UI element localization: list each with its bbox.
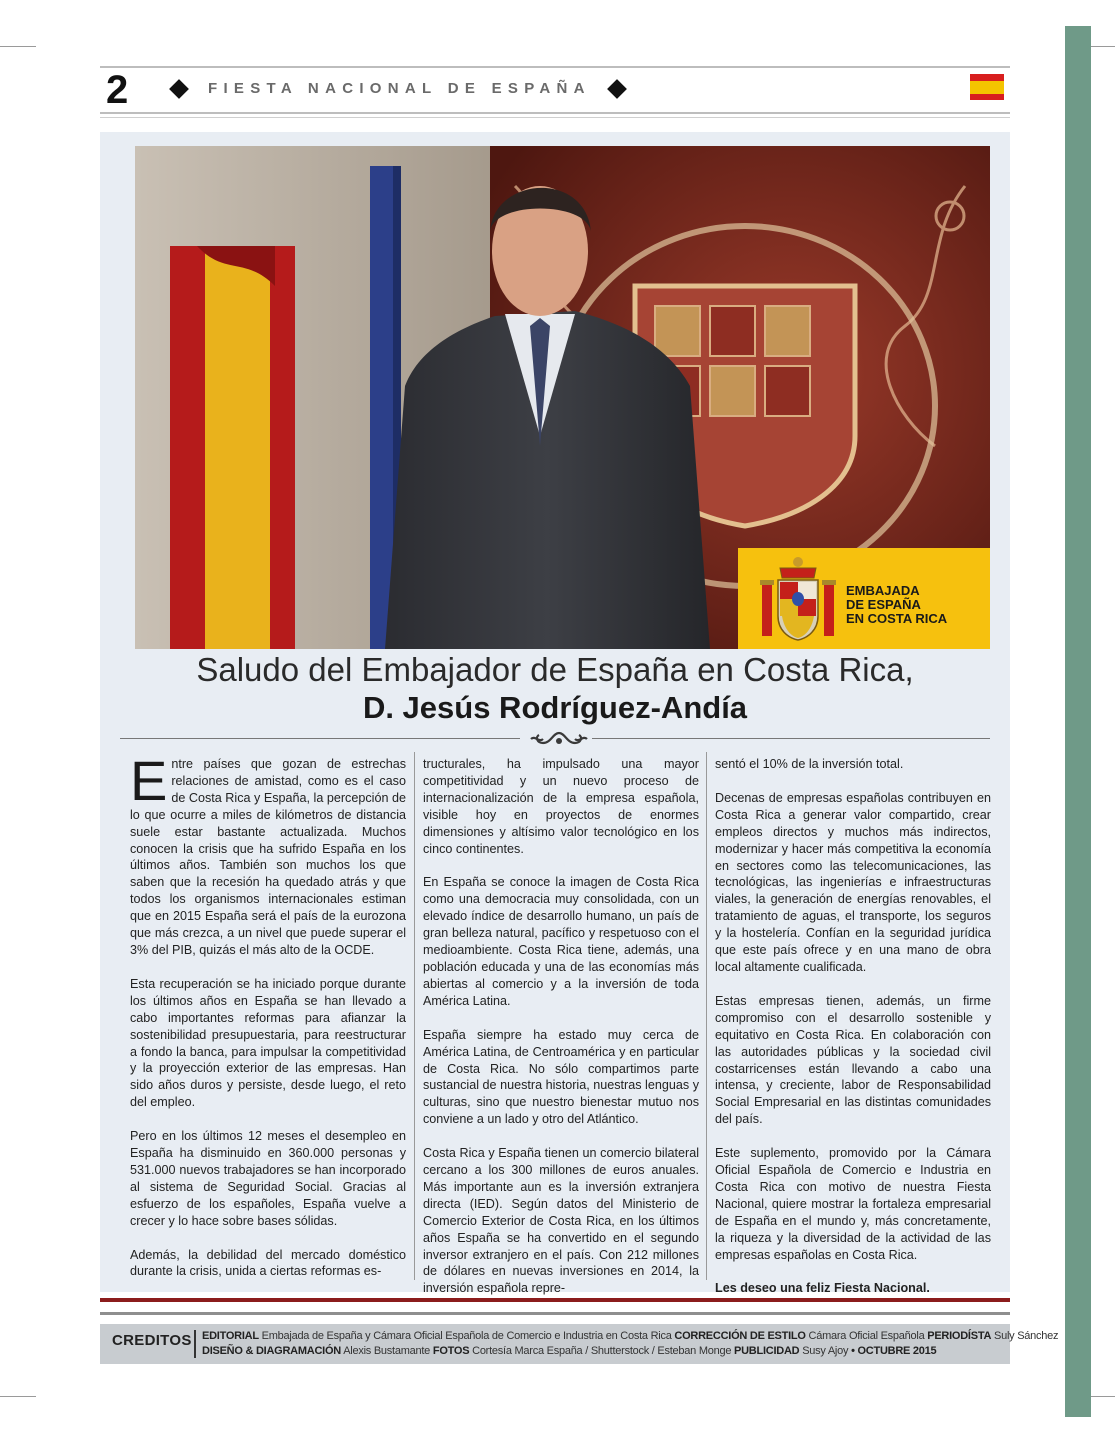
credits-line-1 (202, 1329, 1059, 1344)
embassy-badge (738, 548, 990, 649)
article-column-1 (130, 749, 406, 1280)
spain-coat-of-arms-icon (758, 554, 838, 644)
page-number: 2 (106, 68, 129, 112)
credits-editorial-value: Embajada de España y Cámara Oficial Española de Comercio e Industria en Costa Rica (261, 1330, 672, 1342)
spain-flag-icon (970, 74, 1004, 100)
drop-cap: E (130, 749, 168, 812)
paragraph: España siempre ha estado muy cerca de América Latina, de Centroamérica y en particular de Costa Rica. No sólo compartimos parte sustancial de nuestra historia, nuestras lenguas y culturas, sino que nuestro bienestar mutuo nos conviene a un lado y otro del Atlántico. (423, 1027, 699, 1127)
paragraph: Esta recuperación se ha iniciado porque durante los últimos años en España se han llevado a cabo importantes reformas para afianzar la sostenibilidad presupuestaria, para reestructurar a fondo la banca, para impulsar la competitividad y la proyección exterior de las empresas. Han sido años duros y persiste, desde luego, el reto del empleo. (130, 976, 406, 1110)
footer-rule (100, 1298, 1010, 1302)
credits-fotos-value: Cortesía Marca España / Shutterstock / Esteban Monge (472, 1345, 732, 1357)
credits-text (202, 1329, 1059, 1359)
article-column-3 (715, 756, 991, 1297)
paragraph: Estas empresas tienen, además, un firme compromiso con el desarrollo sostenible y equitativo en Costa Rica. En colaboración con las autoridades públicas y la sociedad civil costarricenses están llevando a cabo una intensa, y creciente, labor de Responsabilidad Social Empresarial en las distintas comunidades del país. (715, 993, 991, 1127)
credits-diseno-value: Alexis Bustamante (343, 1345, 431, 1357)
credits-label: CREDITOS (112, 1332, 192, 1349)
credits-line-2 (202, 1344, 1010, 1359)
paragraph: Pero en los últimos 12 meses el desempleo en España ha disminuido en 360.000 personas y 531.000 nuevos trabajadores se han incorporado al sistema de Seguridad Social. Gracias al esfuerzo de los españoles, España vuelve a crecer y lo hace sobre bases sólidas. (130, 1129, 406, 1228)
credits-periodista-label: PERIODÍSTA (927, 1330, 992, 1342)
paragraph (130, 749, 406, 959)
paragraph-text: ntre países que gozan de estrechas relaciones de amistad, como es el caso de Costa Rica y España, la percepción de lo que ocurre a miles de kilómetros de distancia suele estar bastante actualizada. Muchos conocen la crisis que ha sufrido España en los últimos años. También son muchos los que saben que la recesión ha quedado atrás y que todos los organismos internacionales estiman que en 2015 España será el país de la eurozona que más crezca, a un nivel que puede superar el 3% del PIB, quizás el más alto de la OCDE. (130, 757, 406, 957)
column-rule (706, 752, 707, 1280)
credits-correccion-value: Cámara Oficial Española (808, 1330, 925, 1342)
paragraph: tructurales, ha impulsado una mayor competitividad y un nuevo proceso de internacionalización de la empresa española, visible hoy en proyectos de enormes dimensiones y altísimo valor tecnológico en los cinco continentes. (423, 757, 699, 856)
headline: Saludo del Embajador de España en Costa Rica, (196, 651, 914, 688)
credits-date: • OCTUBRE 2015 (851, 1345, 937, 1357)
diamond-icon (169, 79, 189, 99)
paragraph: sentó el 10% de la inversión total. (715, 757, 904, 771)
closing-line: Les deseo una feliz Fiesta Nacional. (715, 1281, 930, 1296)
paragraph: En España se conoce la imagen de Costa Rica como una democracia muy consolidada, con un elevado índice de desarrollo humano, un país de gran belleza natural, pacífico y respetuoso con el medioambiente. Costa Rica tiene, además, una población educada y una de las economías más abiertas al comercio y a la inversión de toda América Latina. (423, 875, 699, 1008)
paragraph: Además, la debilidad del mercado doméstico durante la crisis, unida a ciertas reformas es- (130, 1247, 406, 1279)
credits-editorial-label: EDITORIAL (202, 1330, 259, 1342)
column-rule (414, 752, 415, 1280)
crop-mark (0, 1396, 36, 1397)
paragraph: Costa Rica y España tienen un comercio bilateral cercano a los 300 millones de euros anuales. Más importante aun es la inversión extranjera directa (IED). Según datos del Ministerio de Comercio Exterior de Costa Rica, en los últimos años España se ha convertido en el segundo inversor extranjero en el país. Con 212 millones de dólares en nuevas inversiones en 2014, la inversión española repre- (423, 1146, 699, 1296)
credits-separator (194, 1330, 196, 1358)
header-rule (100, 117, 1010, 118)
credits-correccion-label: CORRECCIÓN DE ESTILO (674, 1330, 806, 1342)
header-rule (100, 112, 1010, 114)
crop-mark (0, 46, 36, 47)
embassy-badge-line3: EN COSTA RICA (846, 611, 948, 626)
article-column-2 (423, 756, 699, 1297)
ornamental-divider-rule (120, 738, 520, 739)
header-rule (100, 66, 1010, 68)
footer-rule (100, 1312, 1010, 1315)
paragraph: Este suplemento, promovido por la Cámara Oficial Española de Comercio e Industria en Costa Rica con motivo de nuestra Fiesta Nacional, quiere mostrar la fortaleza empresarial de España en el mundo y, más concretamente, la riqueza y la diversidad de la actividad de las empresas españolas en Costa Rica. (715, 1146, 991, 1262)
embassy-badge-line1: EMBAJADA (846, 583, 920, 598)
paragraph: Decenas de empresas españolas contribuyen en Costa Rica a generar valor compartido, crear empleos directos y muchos más indirectos, modernizar y hacer más competitiva la economía en sectores como las telecomunicaciones, las tecnológicas, las ingenierías e infraestructuras viales, la generación de energías renovables, el tratamiento de aguas, el transporte, los seguros y la hostelería. Confían en la seguridad jurídica que este país ofrece y en una mano de obra local altamente cualificada. (715, 790, 991, 974)
diamond-icon (607, 79, 627, 99)
ornamental-divider-rule (592, 738, 990, 739)
flourish-icon (527, 729, 591, 749)
credits-publicidad-value: Susy Ajoy (802, 1345, 849, 1357)
embassy-badge-line2: DE ESPAÑA (846, 597, 921, 612)
credits-diseno-label: DISEÑO & DIAGRAMACIÓN (202, 1345, 341, 1357)
side-accent-strip (1065, 26, 1091, 1417)
credits-fotos-label: FOTOS (432, 1345, 470, 1357)
section-title: FIESTA NACIONAL DE ESPAÑA (208, 80, 591, 97)
credits-periodista-value: Suly Sánchez (993, 1330, 1059, 1342)
credits-publicidad-label: PUBLICIDAD (734, 1345, 800, 1357)
headline-name: D. Jesús Rodríguez-Andía (362, 690, 748, 725)
embassy-badge-text (846, 584, 976, 626)
